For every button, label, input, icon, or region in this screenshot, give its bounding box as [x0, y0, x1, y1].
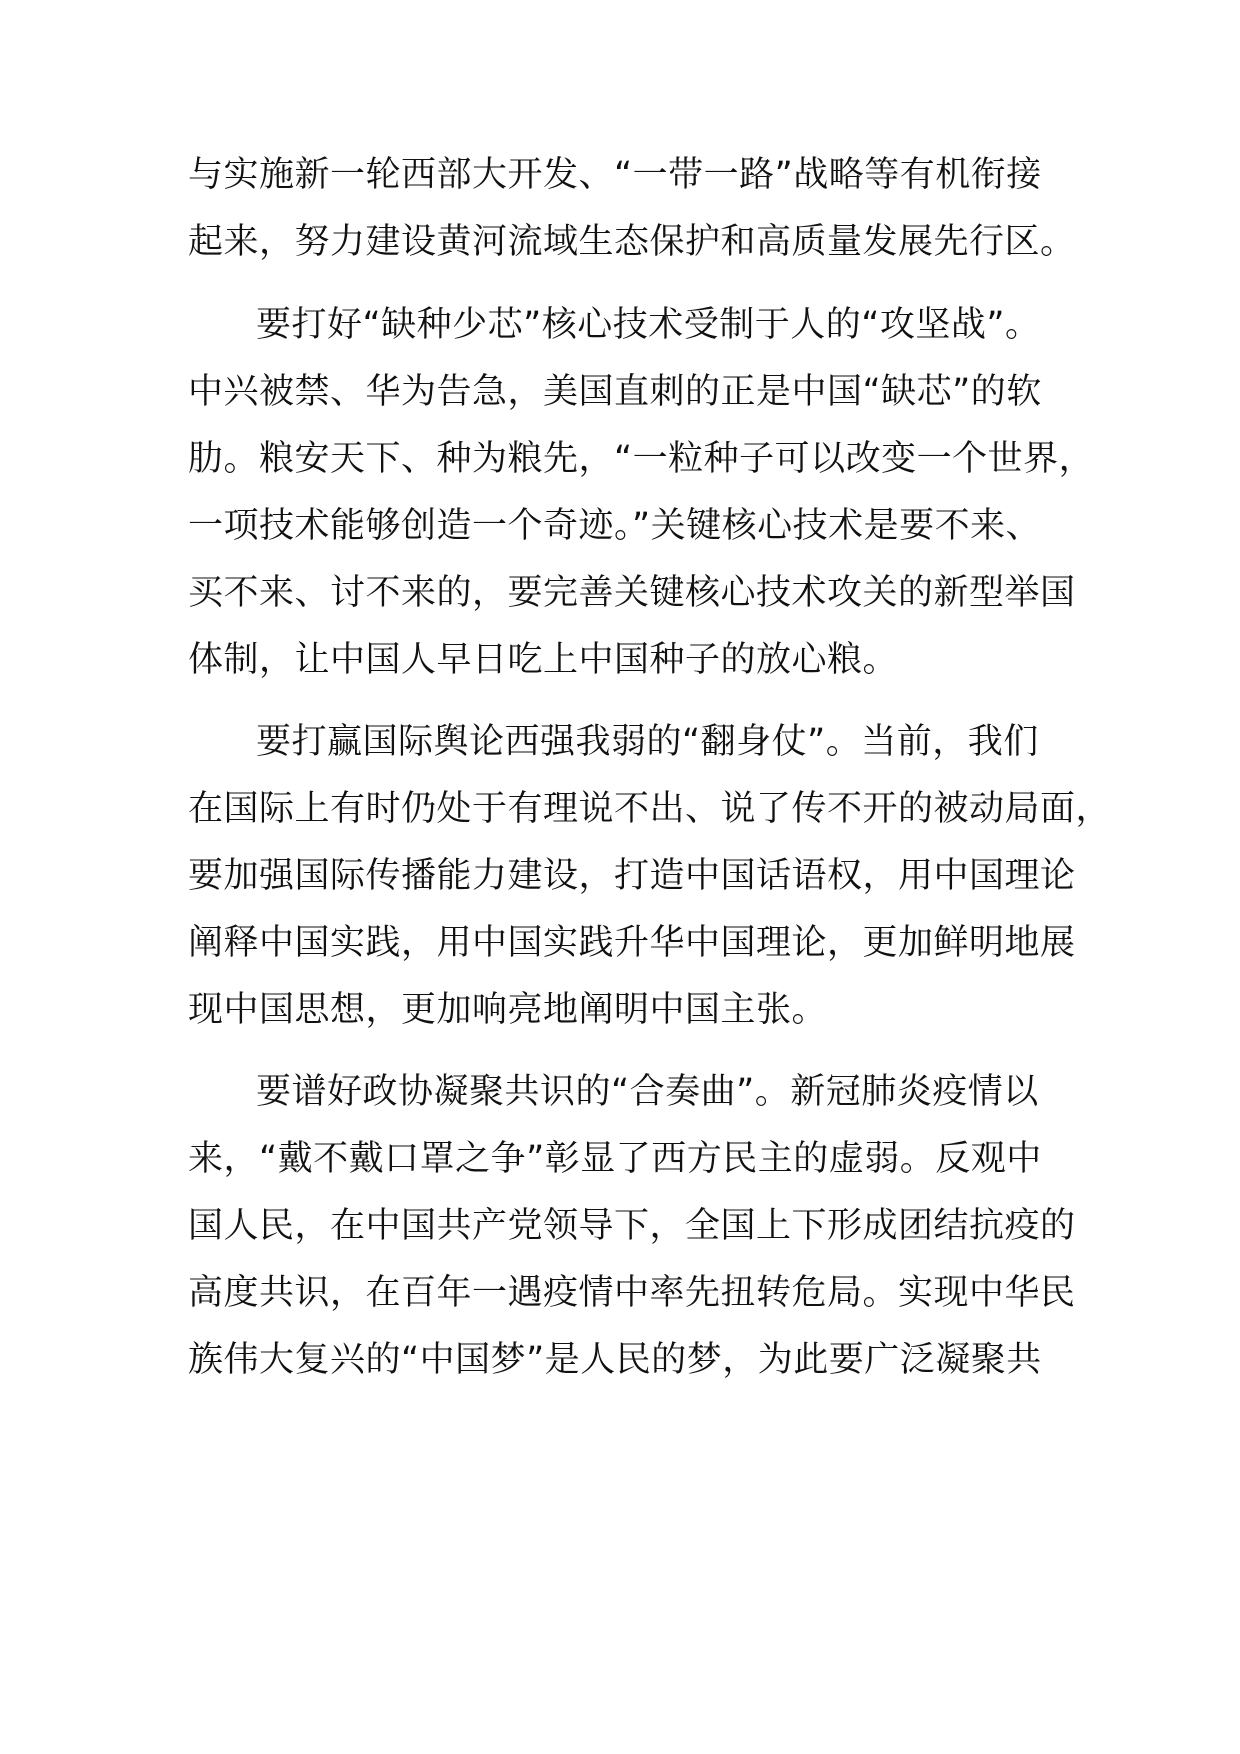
paragraph-first-line: 要谱好政协凝聚共识的“合奏曲”。新冠肺炎疫情以	[256, 1072, 1039, 1112]
text-line: 现中国思想，更加响亮地阐明中国主张。	[188, 990, 828, 1030]
text-line: 肋。粮安天下、种为粮先，“一粒种子可以改变一个世界，	[188, 439, 1095, 479]
text-line: 高度共识，在百年一遇疫情中率先扭转危局。实现中华民	[188, 1273, 1076, 1313]
text-line: 族伟大复兴的“中国梦”是人民的梦，为此要广泛凝聚共	[188, 1340, 1042, 1380]
text-line: 中兴被禁、华为告急，美国直刺的正是中国“缺芯”的软	[188, 372, 1042, 412]
text-line: 国人民，在中国共产党领导下，全国上下形成团结抗疫的	[188, 1206, 1076, 1246]
text-line: 一项技术能够创造一个奇迹。”关键核心技术是要不来、	[188, 506, 1042, 546]
text-line: 来，“戴不戴口罩之争”彰显了西方民主的虚弱。反观中	[188, 1139, 1042, 1179]
text-line: 起来，努力建设黄河流域生态保护和高质量发展先行区。	[188, 222, 1076, 262]
text-line: 要加强国际传播能力建设，打造中国话语权，用中国理论	[188, 856, 1076, 896]
paragraph-first-line: 要打赢国际舆论西强我弱的“翻身仗”。当前，我们	[256, 722, 1039, 762]
text-line: 与实施新一轮西部大开发、“一带一路”战略等有机衔接	[188, 155, 1042, 195]
text-line: 买不来、讨不来的，要完善关键核心技术攻关的新型举国	[188, 573, 1076, 613]
text-line: 在国际上有时仍处于有理说不出、说了传不开的被动局面，	[188, 789, 1112, 829]
paragraph-first-line: 要打好“缺种少芯”核心技术受制于人的“攻坚战”。	[256, 305, 1041, 345]
text-line: 体制，让中国人早日吃上中国种子的放心粮。	[188, 640, 899, 680]
text-line: 阐释中国实践，用中国实践升华中国理论，更加鲜明地展	[188, 923, 1076, 963]
